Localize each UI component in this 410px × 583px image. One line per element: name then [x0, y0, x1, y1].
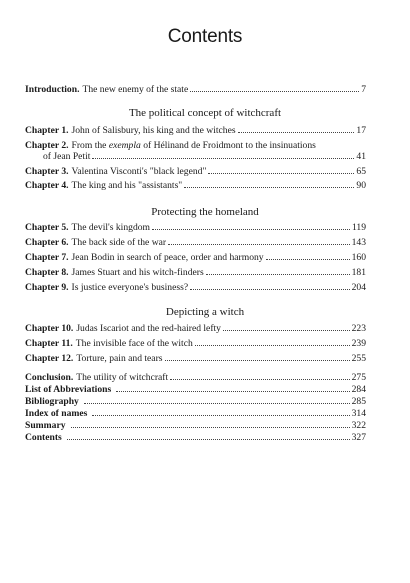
- dot-leader: [195, 345, 350, 346]
- toc-entry-chapter-1: [25, 125, 366, 137]
- toc-entry-text: James Stuart and his witch-finders: [71, 267, 204, 278]
- toc-entry-chapter-9: [25, 282, 366, 294]
- toc-entry-page: 284: [351, 384, 366, 395]
- toc-entry-page: 204: [351, 282, 366, 293]
- toc-entry-chapter-2: [25, 140, 366, 162]
- dot-leader: [67, 439, 350, 440]
- dot-leader: [190, 91, 359, 92]
- section-heading: Depicting a witch: [165, 306, 245, 318]
- dot-leader: [116, 391, 349, 392]
- dot-leader: [92, 415, 349, 416]
- toc-entry-label: Chapter 4.: [25, 180, 69, 191]
- toc-entry-chapter-6: [25, 237, 366, 249]
- toc-entry-page: 255: [351, 353, 366, 364]
- toc-entry-label: Contents: [25, 432, 62, 443]
- toc-entry-chapter-12: [25, 353, 366, 365]
- page-title: Contents: [167, 26, 243, 47]
- toc-entry-label: Chapter 1.: [25, 125, 69, 136]
- toc-entry-index: [25, 408, 366, 420]
- toc-entry-label: List of Abbreviations: [25, 384, 112, 395]
- toc-entry-contents: [25, 432, 366, 444]
- toc-entry-label: Chapter 5.: [25, 222, 69, 233]
- toc-entry-label: Chapter 2.: [25, 140, 69, 151]
- section-heading: The political concept of witchcraft: [128, 107, 282, 119]
- dot-leader: [190, 289, 350, 290]
- toc-entry-label: Chapter 6.: [25, 237, 69, 248]
- toc-entry-page: 327: [351, 432, 366, 443]
- toc-entry-label: Summary: [25, 420, 66, 431]
- toc-entry-text: The king and his "assistants": [71, 180, 183, 191]
- toc-entry-conclusion: [25, 372, 366, 384]
- toc-entry-summary: [25, 420, 366, 432]
- dot-leader: [208, 173, 354, 174]
- toc-entry-text: The devil's kingdom: [71, 222, 151, 233]
- toc-entry-chapter-3: [25, 166, 366, 178]
- toc-entry-text: of Hélinand de Froidmont to the insinuations: [140, 140, 316, 151]
- toc-entry-label: Conclusion.: [25, 372, 74, 383]
- toc-entry-label: Bibliography: [25, 396, 79, 407]
- toc-entry-page: 223: [351, 323, 366, 334]
- toc-entry-chapter-10: [25, 323, 366, 335]
- toc-entry-text: Is justice everyone's business?: [71, 282, 189, 293]
- dot-leader: [84, 403, 350, 404]
- toc-entry-text: Torture, pain and tears: [76, 353, 163, 364]
- toc-entry-page: 160: [351, 252, 366, 263]
- toc-entry-label: Chapter 9.: [25, 282, 69, 293]
- toc-entry-text: The invisible face of the witch: [75, 338, 193, 349]
- toc-entry-label: Chapter 12.: [25, 353, 74, 364]
- toc-entry-chapter-4: [25, 180, 366, 192]
- dot-leader: [165, 360, 350, 361]
- toc-entry-text: The back side of the war: [71, 237, 167, 248]
- toc-entry-chapter-11: [25, 338, 366, 350]
- dot-leader: [238, 132, 355, 133]
- section-heading: Protecting the homeland: [151, 206, 259, 218]
- toc-entry-chapter-8: [25, 267, 366, 279]
- toc-entry-text: From the: [71, 140, 109, 151]
- toc-entry-text: Judas Iscariot and the red-haired lefty: [76, 323, 221, 334]
- toc-entry-page: 143: [351, 237, 366, 248]
- toc-entry-page: 322: [351, 420, 366, 431]
- toc-entry-chapter-7: [25, 252, 366, 264]
- toc-entry-label: Chapter 10.: [25, 323, 74, 334]
- toc-entry-introduction: [25, 84, 366, 96]
- toc-entry-page: 7: [361, 84, 366, 95]
- toc-entry-text: The utility of witchcraft: [76, 372, 169, 383]
- toc-entry-label: Chapter 8.: [25, 267, 69, 278]
- toc-entry-label: Introduction.: [25, 84, 80, 95]
- dot-leader: [168, 244, 350, 245]
- toc-entry-chapter-5: [25, 222, 366, 234]
- toc-entry-page: 41: [356, 151, 366, 162]
- toc-entry-abbreviations: [25, 384, 366, 396]
- toc-entry-page: 239: [351, 338, 366, 349]
- toc-entry-page: 314: [351, 408, 366, 419]
- dot-leader: [206, 274, 350, 275]
- toc-entry-page: 17: [356, 125, 366, 136]
- toc-entry-text: The new enemy of the state: [82, 84, 189, 95]
- dot-leader: [170, 379, 349, 380]
- toc-entry-label: Chapter 3.: [25, 166, 69, 177]
- dot-leader: [223, 330, 350, 331]
- toc-entry-page: 275: [351, 372, 366, 383]
- toc-entry-text: John of Salisbury, his king and the witches: [71, 125, 236, 136]
- toc-entry-page: 285: [351, 396, 366, 407]
- dot-leader: [152, 229, 350, 230]
- dot-leader: [266, 259, 350, 260]
- toc-entry-page: 65: [356, 166, 366, 177]
- toc-entry-label: Chapter 7.: [25, 252, 69, 263]
- toc-entry-label: Chapter 11.: [25, 338, 73, 349]
- toc-entry-bibliography: [25, 396, 366, 408]
- toc-entry-label: Index of names: [25, 408, 88, 419]
- toc-entry-page: 181: [351, 267, 366, 278]
- dot-leader: [184, 187, 354, 188]
- dot-leader: [92, 158, 354, 159]
- toc-entry-text: Jean Bodin in search of peace, order and harmony: [71, 252, 264, 263]
- toc-entry-page: 90: [356, 180, 366, 191]
- toc-entry-text-continued: of Jean Petit: [43, 151, 91, 162]
- toc-entry-page: 119: [351, 222, 366, 233]
- dot-leader: [71, 427, 350, 428]
- toc-entry-text: Valentina Visconti's "black legend": [71, 166, 207, 177]
- toc-entry-text-italic: exempla: [108, 140, 141, 151]
